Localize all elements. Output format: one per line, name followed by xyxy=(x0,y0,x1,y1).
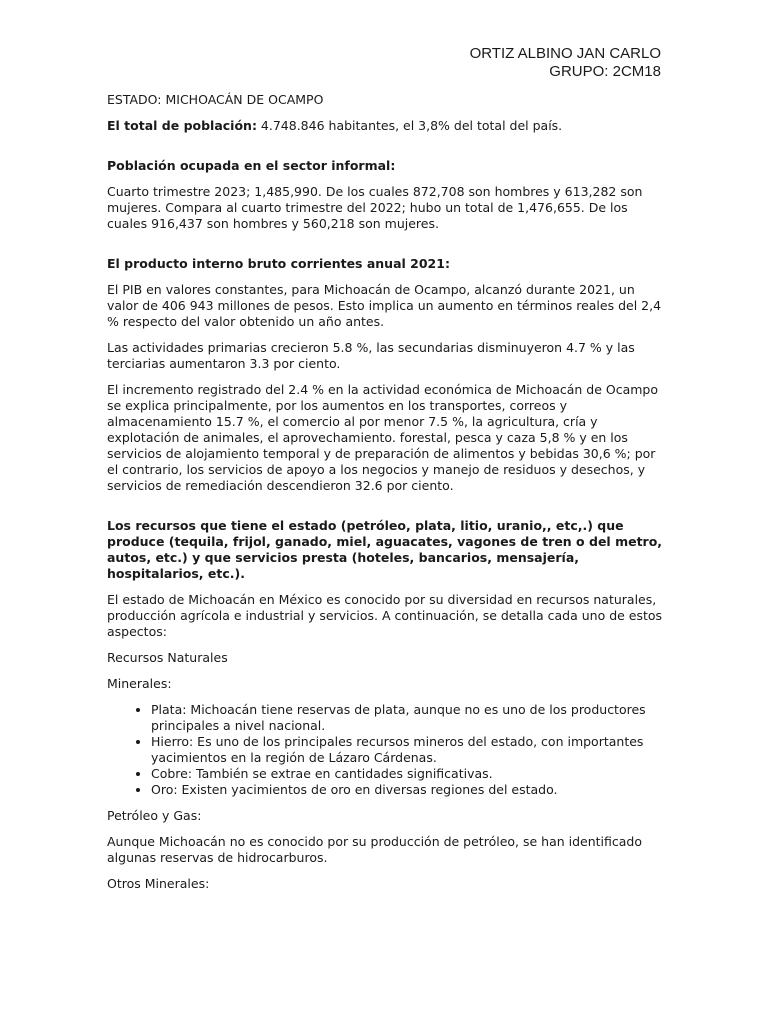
oil-gas-paragraph: Aunque Michoacán no es conocido por su producción de petróleo, se han identificado algunas reservas de hidrocarburos. xyxy=(107,834,643,865)
document-body xyxy=(107,92,663,902)
population-label: El total de población: xyxy=(107,118,257,133)
list-item: • Cobre: También se extrae en cantidades significativas. xyxy=(151,766,663,782)
list-item: • Plata: Michoacán tiene reservas de plata, aunque no es uno de los productores principales a nivel nacional. xyxy=(151,702,663,734)
author-name: ORTIZ ALBINO JAN CARLO xyxy=(469,45,661,62)
pib-paragraph-3: El incremento registrado del 2.4 % en la actividad económica de Michoacán de Ocampo se explica principalmente, por los aumentos en los transportes, correos y almacenamiento 15.7 %, el comercio al por menor 7.5 %, la agricultura, cría y explotación de animales, el aprovechamiento. forestal, pesca y caza 5,8 % y en los servicios de alojamiento temporal y de preparación de alimentos y bebidas 30,6 %; por el contrario, los servicios de apoyo a los negocios y manejo de residuos y desechos, y servicios de remediación descendieron 32.6 por ciento. xyxy=(107,382,659,493)
group-label: GRUPO: 2CM18 xyxy=(549,63,661,80)
informal-paragraph: Cuarto trimestre 2023; 1,485,990. De los cuales 872,708 son hombres y 613,282 son mujeres. Compara al cuarto trimestre del 2022; hubo un total de 1,476,655. De los cuales 916,437 son hombres y 560,218 son mujeres. xyxy=(107,184,643,231)
pib-paragraph-1: El PIB en valores constantes, para Michoacán de Ocampo, alcanzó durante 2021, un valor de 406 943 millones de pesos. Esto implica un aumento en términos reales del 2,4 % respecto del valor obtenido un año antes. xyxy=(107,282,662,329)
list-item: • Oro: Existen yacimientos de oro en diversas regiones del estado. xyxy=(151,782,663,798)
state-title: ESTADO: MICHOACÁN DE OCAMPO xyxy=(107,92,324,107)
informal-heading: Población ocupada en el sector informal: xyxy=(107,158,396,173)
list-item: • Hierro: Es uno de los principales recursos mineros del estado, con importantes yacimientos en la región de Lázaro Cárdenas. xyxy=(151,734,663,766)
other-minerals-label: Otros Minerales: xyxy=(107,876,210,891)
resources-intro: El estado de Michoacán en México es conocido por su diversidad en recursos naturales, producción agrícola e industrial y servicios. A continuación, se detalla cada uno de estos aspectos: xyxy=(107,592,663,639)
pib-paragraph-2: Las actividades primarias crecieron 5.8 %, las secundarias disminuyeron 4.7 % y las terciarias aumentaron 3.3 por ciento. xyxy=(107,340,635,371)
population-value: 4.748.846 habitantes, el 3,8% del total del país. xyxy=(256,118,563,133)
author-header xyxy=(470,45,661,81)
pib-heading: El producto interno bruto corrientes anual 2021: xyxy=(107,256,450,271)
oil-gas-label: Petróleo y Gas: xyxy=(107,808,202,823)
natural-resources-label: Recursos Naturales xyxy=(107,650,228,665)
resources-heading: Los recursos que tiene el estado (petróleo, plata, litio, uranio,, etc,.) que produce (tequila, frijol, ganado, miel, aguacates, vagones de tren o del metro, autos, etc.) y que servicios presta (hoteles, bancarios, mensajería, hospitalarios, etc.). xyxy=(107,518,663,581)
population-paragraph xyxy=(107,118,663,134)
minerals-list xyxy=(107,702,663,798)
minerals-label: Minerales: xyxy=(107,676,172,691)
